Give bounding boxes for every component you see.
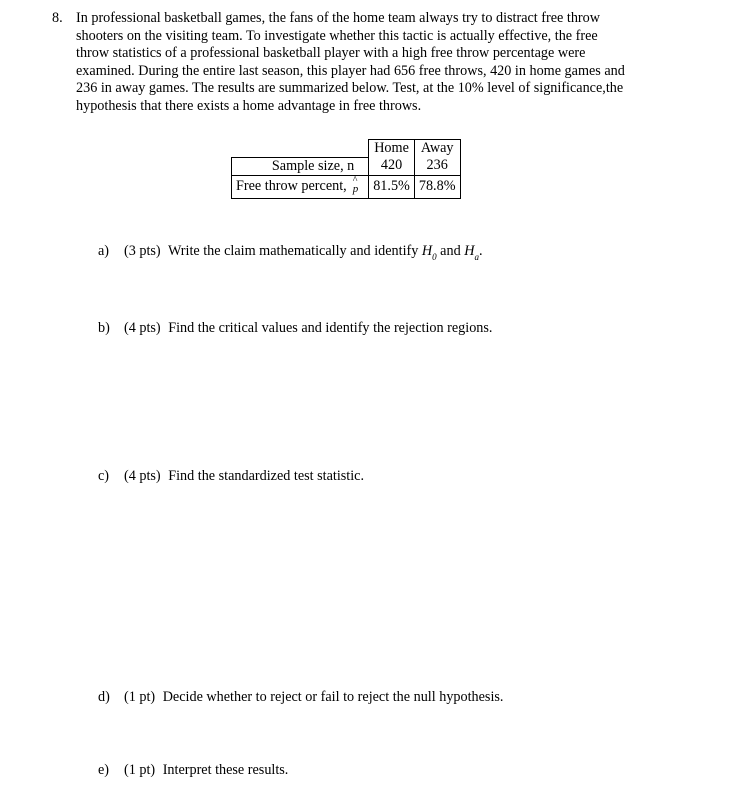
part-text: Find the critical values and identify the rejection regions. (168, 320, 493, 336)
table-row (232, 157, 461, 175)
problem-line: hypothesis that there exists a home advantage in free throws. (76, 97, 422, 114)
part-points: (1 pt) (124, 762, 156, 778)
part-b (98, 320, 492, 337)
row-label-sample-size: Sample size, n (232, 157, 369, 175)
table-row (232, 175, 461, 198)
part-letter: b) (98, 320, 110, 336)
part-points: (4 pts) (124, 468, 161, 484)
summary-table (231, 139, 461, 199)
problem-line: 236 in away games. The results are summarized below. Test, at the 10% level of significance,the (76, 80, 624, 97)
problem-text (76, 10, 708, 116)
part-letter: c) (98, 468, 110, 484)
null-hypothesis-symbol: $H_0$ (421, 243, 437, 262)
p-hat-symbol: ^ p (353, 181, 359, 198)
cell-home-percent: 81.5% (369, 175, 415, 198)
part-points: (4 pts) (124, 320, 161, 336)
problem-line: throw statistics of a professional basketball player with a high free throw percentage were (76, 45, 586, 62)
problem-number: 8. (52, 10, 63, 26)
cell-away-percent: 78.8% (414, 175, 460, 198)
part-letter: d) (98, 689, 110, 705)
part-text: Interpret these results. (162, 762, 289, 778)
problem-line: In professional basketball games, the fans of the home team always try to distract free throw (76, 10, 600, 26)
table-header-row (232, 140, 461, 158)
part-points: (3 pts) (124, 243, 161, 259)
part-e (98, 762, 288, 779)
problem-line: examined. During the entire last season, this player had 656 free throws, 420 in home games and (76, 62, 625, 79)
part-letter: e) (98, 762, 110, 778)
cell-home-sample-size: 420 (369, 157, 415, 175)
part-text: Find the standardized test statistic. (168, 468, 365, 484)
part-letter: a) (98, 243, 110, 259)
column-header-home: Home (369, 140, 415, 158)
cell-away-sample-size: 236 (414, 157, 460, 175)
problem-line: shooters on the visiting team. To investigate whether this tactic is actually effective, the free (76, 27, 598, 44)
column-header-away: Away (414, 140, 460, 158)
part-d (98, 689, 503, 706)
part-a: a) (3 pts) Write the claim mathematically and identify $H_0$ and $H_a$. (98, 243, 483, 262)
part-points: (1 pt) (124, 689, 156, 705)
row-label-free-throw-percent: Free throw percent,^ p (232, 175, 369, 198)
part-c (98, 468, 364, 485)
part-text: Decide whether to reject or fail to reject the null hypothesis. (162, 689, 504, 705)
part-text: Write the claim mathematically and identify (167, 243, 422, 259)
alt-hypothesis-symbol: $H_a$ (464, 243, 479, 262)
